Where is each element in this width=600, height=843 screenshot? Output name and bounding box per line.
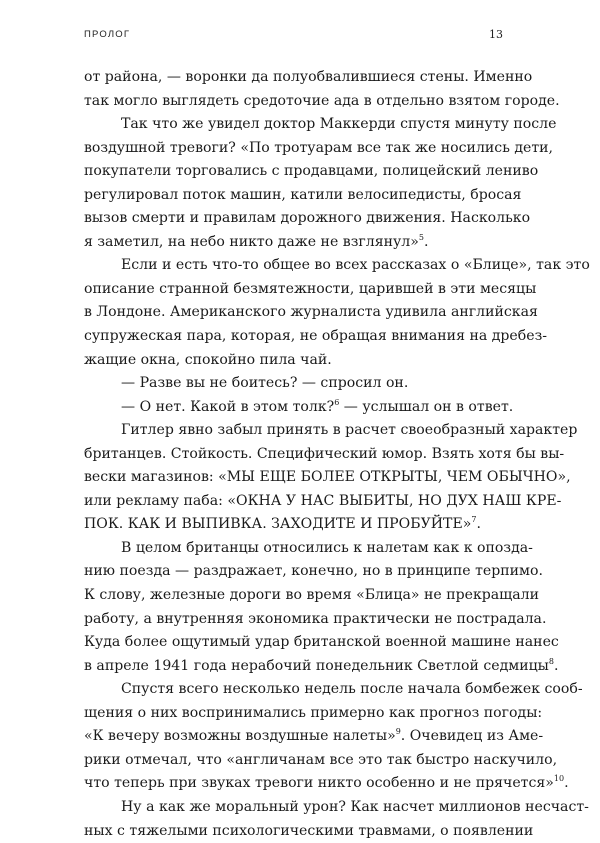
text-line: вески магазинов: «МЫ ЕЩЕ БОЛЕЕ ОТКРЫТЫ, ЧЕМ ОБЫЧНО»,	[84, 466, 502, 490]
text-line: так могло выглядеть средоточие ада в отдельно взятом городе.	[84, 90, 502, 114]
text-line: или рекламу паба: «ОКНА У НАС ВЫБИТЫ, НО ДУХ НАШ КРЕ-	[84, 490, 502, 514]
footnote-ref[interactable]: 5	[419, 233, 424, 242]
text-line: ПОК. КАК И ВЫПИВКА. ЗАХОДИТЕ И ПРОБУЙТЕ»$^7$.	[84, 513, 502, 537]
text-line: В целом британцы относились к налетам как к опозда-	[84, 537, 502, 561]
text-line: в Лондоне. Американского журналиста удивила английская	[84, 301, 502, 325]
text-line: Куда более ощутимый удар британской военной машине нанес	[84, 631, 502, 655]
text-line: К слову, железные дороги во время «Блица» не прекращали	[84, 584, 502, 608]
text-line: Спустя всего несколько недель после начала бомбежек сооб-	[84, 678, 502, 702]
footnote-ref[interactable]: 10	[554, 774, 564, 783]
text-line: я заметил, на небо никто даже не взглянул»$^5$.	[84, 231, 502, 255]
text-line: ных с тяжелыми психологическими травмами, о появлении	[84, 820, 502, 843]
footnote-ref[interactable]: 8	[549, 657, 554, 666]
text-line: рики отмечал, что «англичанам все это так быстро наскучило,	[84, 749, 502, 773]
body-text	[84, 66, 502, 843]
text-line: — Разве вы не боитесь? — спросил он.	[84, 372, 502, 396]
text-line: Если и есть что-то общее во всех рассказах о «Блице», так это	[84, 254, 502, 278]
text-line: жащие окна, спокойно пила чай.	[84, 349, 502, 373]
text-line: — О нет. Какой в этом толк?$^6$ — услышал он в ответ.	[84, 396, 502, 420]
text-line: щения о них воспринимались примерно как прогноз погоды:	[84, 702, 502, 726]
running-head: ПРОЛОГ	[84, 29, 130, 40]
text-line: Так что же увидел доктор Маккерди спустя минуту после	[84, 113, 502, 137]
page-number: 13	[489, 28, 503, 41]
text-line: покупатели торговались с продавцами, полицейский лениво	[84, 160, 502, 184]
text-line: что теперь при звуках тревоги никто особенно и не прячется»$^{10}$.	[84, 772, 502, 796]
text-line: британцев. Стойкость. Специфический юмор. Взять хотя бы вы-	[84, 443, 502, 467]
text-line: Гитлер явно забыл принять в расчет своеобразный характер	[84, 419, 502, 443]
text-line: в апреле 1941 года нерабочий понедельник Светлой седмицы$^8$.	[84, 655, 502, 679]
text-line: вызов смерти и правилам дорожного движения. Насколько	[84, 207, 502, 231]
footnote-ref[interactable]: 6	[334, 398, 339, 407]
text-line: «К вечеру возможны воздушные налеты»$^9$. Очевидец из Аме-	[84, 725, 502, 749]
text-line: работу, а внутренняя экономика практически не пострадала.	[84, 608, 502, 632]
text-line: описание странной безмятежности, царившей в эти месяцы	[84, 278, 502, 302]
text-line: нию поезда — раздражает, конечно, но в принципе терпимо.	[84, 560, 502, 584]
text-line: воздушной тревоги? «По тротуарам все так же носились дети,	[84, 137, 502, 161]
footnote-ref[interactable]: 9	[396, 727, 401, 736]
text-line: супружеская пара, которая, не обращая внимания на дребез-	[84, 325, 502, 349]
text-line: Ну а как же моральный урон? Как насчет миллионов несчаст-	[84, 796, 502, 820]
text-line: регулировал поток машин, катили велосипедисты, бросая	[84, 184, 502, 208]
text-line: от района, — воронки да полуобвалившиеся стены. Именно	[84, 66, 502, 90]
footnote-ref[interactable]: 7	[471, 515, 476, 524]
